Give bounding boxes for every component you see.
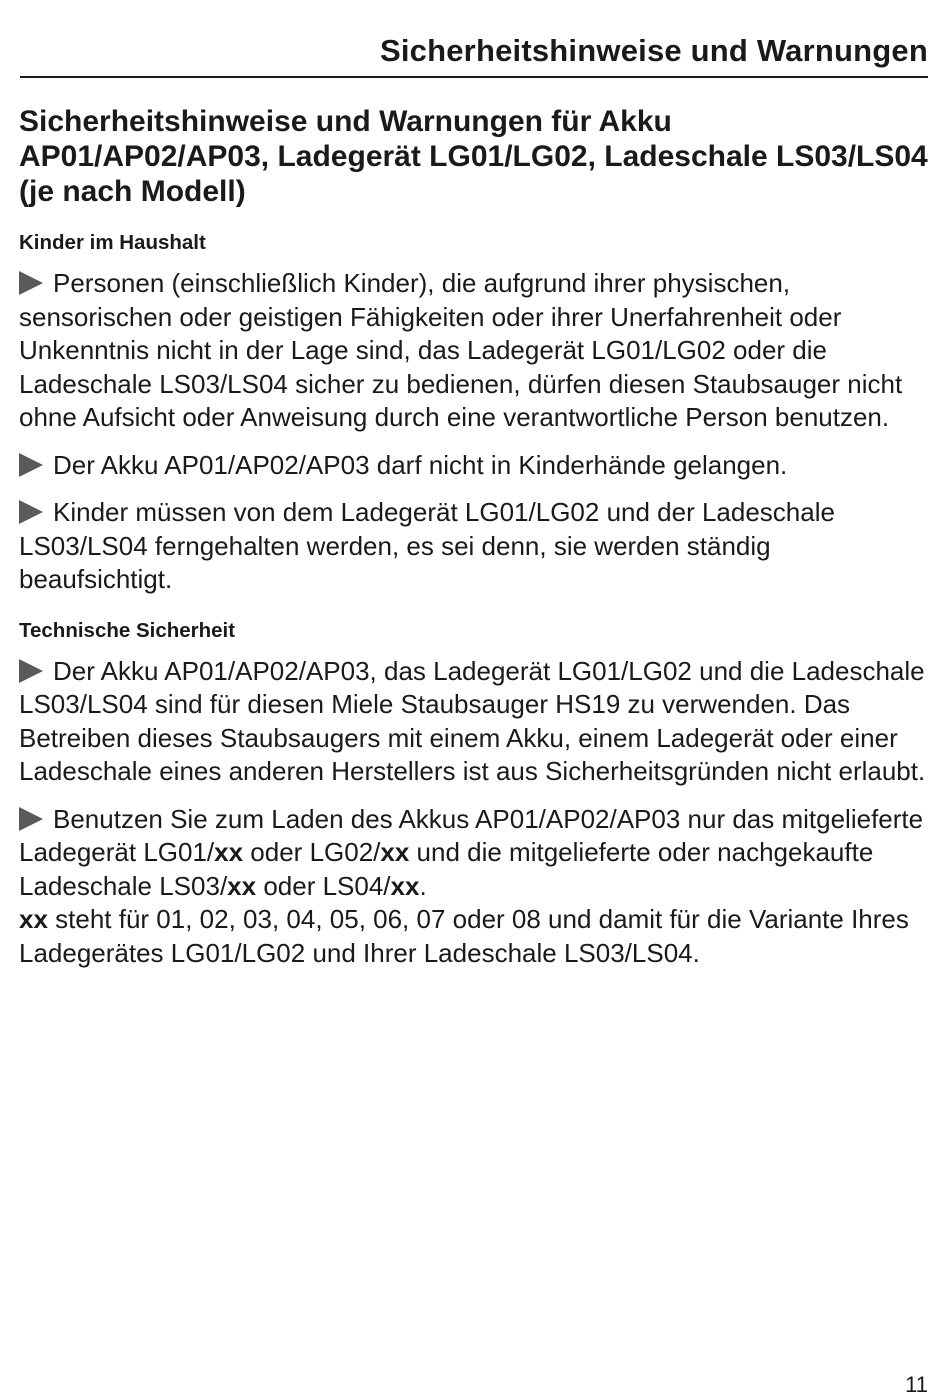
triangle-arrow-icon (19, 659, 43, 683)
warning-item (19, 449, 928, 483)
triangle-arrow-icon (19, 271, 43, 295)
variant-placeholder: xx (227, 870, 257, 901)
main-title: Sicherheitshinweise und Warnungen für Akku AP01/AP02/AP03, Ladegerät LG01/LG02, Ladeschale LS03/LS04 (je nach Modell) (19, 105, 928, 208)
warning-text: Der Akku AP01/AP02/AP03 darf nicht in Kinderhände gelangen. (53, 449, 788, 480)
variant-placeholder: xx (19, 904, 48, 934)
section-heading: Technische Sicherheit (19, 618, 236, 642)
variant-placeholder: xx (380, 837, 410, 867)
charger-text: . (419, 870, 427, 901)
warning-item-charger (19, 803, 928, 971)
triangle-arrow-icon (19, 500, 43, 524)
section-kinder (19, 231, 928, 597)
variant-placeholder: xx (390, 870, 420, 901)
triangle-arrow-icon (19, 453, 43, 477)
section-technik (19, 619, 928, 971)
charger-text: Benutzen Sie zum Laden des Akkus AP01/AP02/AP03 nur das mitgelieferte Ladegerät LG01/ (19, 803, 924, 867)
warning-text: Kinder müssen von dem Ladegerät LG01/LG02 und der Ladeschale LS03/LS04 ferngehalten werden, es sei denn, sie werden ständig beaufsichtigt. (19, 497, 835, 594)
warning-item (19, 496, 928, 597)
header-title: Sicherheitshinweise und Warnungen (379, 33, 928, 68)
charger-text: oder LG02/ (243, 837, 381, 867)
page-number: 11 (905, 1372, 928, 1397)
page-header (20, 28, 928, 78)
warning-text: Personen (einschließlich Kinder), die aufgrund ihrer physischen, sensorischen oder geistigen Fähigkeiten oder ihrer Unerfahrenheit oder Unkenntnis nicht in der Lage sind, das Ladegerät LG01/LG02 oder die Ladeschale LS03/LS04 sicher zu bedienen, dürfen diesen Staubsauger nicht ohne Aufsicht oder Anweisung durch eine verantwortliche Person benutzen. (19, 268, 903, 432)
charger-text: steht für 01, 02, 03, 04, 05, 06, 07 oder 08 und damit für die Variante Ihres Ladegerätes LG01/LG02 und Ihrer Ladeschale LS03/LS04. (19, 904, 909, 968)
page-content (19, 104, 928, 984)
warning-text: Der Akku AP01/AP02/AP03, das Ladegerät LG01/LG02 und die Ladeschale LS03/LS04 sind für diesen Miele Staubsauger HS19 zu verwenden. Das Betreiben dieses Staubsaugers mit einem Akku, einem Ladegerät oder einer Ladeschale eines anderen Herstellers ist aus Sicherheitsgründen nicht erlaubt. (19, 655, 926, 786)
triangle-arrow-icon (19, 807, 43, 831)
charger-text: und die mitgelieferte oder nachgekaufte Ladeschale LS03/ (19, 837, 874, 901)
charger-text: oder LS04/ (256, 870, 391, 901)
warning-item (19, 655, 928, 789)
variant-placeholder: xx (214, 837, 244, 867)
section-heading: Kinder im Haushalt (19, 231, 206, 254)
warning-item (19, 267, 928, 435)
